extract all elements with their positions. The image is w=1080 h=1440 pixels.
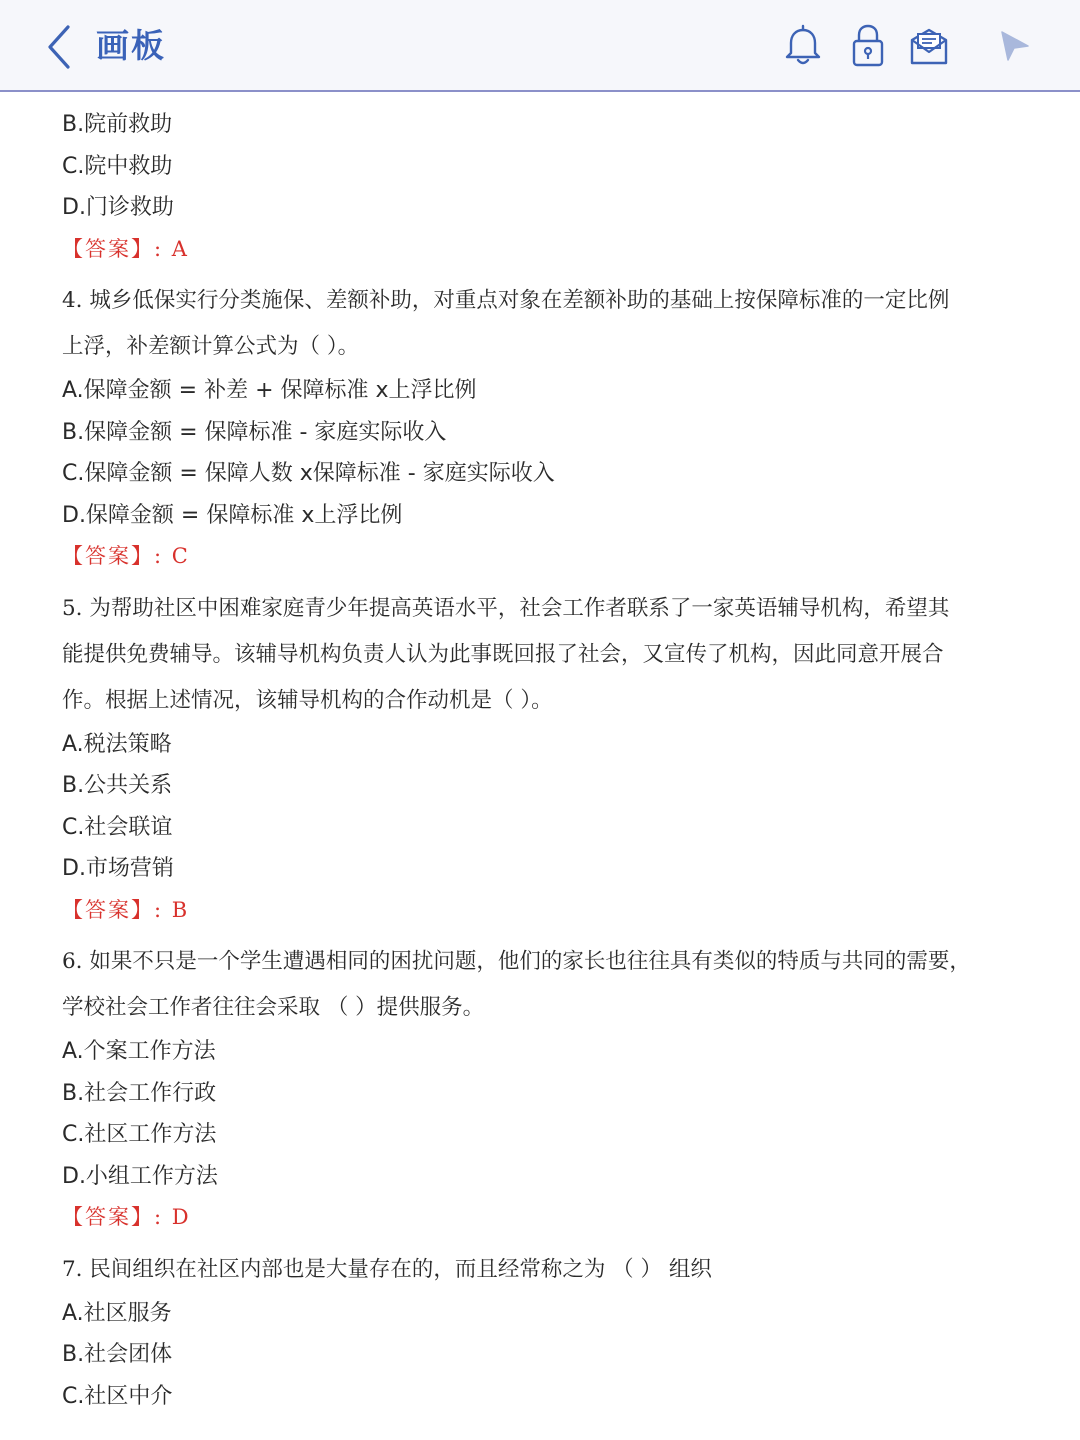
option-3d: D.门诊救助: [62, 195, 174, 220]
option-4d: D.保障金额 = 保障标准 x上浮比例: [62, 502, 403, 528]
send-icon: [992, 22, 1038, 68]
option-4a: A.保障金额 = 补差 + 保障标准 x上浮比例: [62, 378, 477, 403]
option-7b: B.社会团体: [62, 1342, 173, 1367]
answer-6: 【答案】: D: [62, 1205, 191, 1229]
question-6: [62, 939, 1042, 1031]
back-button[interactable]: [38, 22, 82, 72]
mail-button[interactable]: [906, 22, 952, 68]
option-4b: B.保障金额 = 保障标准 - 家庭实际收入: [62, 419, 447, 445]
option-3c: C.院中救助: [62, 153, 173, 179]
option-6d: D.小组工作方法: [62, 1163, 218, 1189]
question-7: [62, 1247, 1042, 1293]
page-title: 画板: [96, 26, 166, 65]
option-5b: B.公共关系: [62, 773, 173, 798]
send-button[interactable]: [992, 22, 1038, 68]
question-4-line-1: 4. 城乡低保实行分类施保、差额补助，对重点对象在差额补助的基础上按保障标准的一定比例: [62, 288, 950, 313]
option-6a: A.个案工作方法: [62, 1039, 216, 1064]
question-4: [62, 278, 1042, 370]
option-4c: C.保障金额 = 保障人数 x保障标准 - 家庭实际收入: [62, 461, 555, 486]
question-5: [62, 586, 1042, 724]
answer-3: 【答案】: A: [62, 236, 189, 261]
option-6c: C.社区工作方法: [62, 1122, 217, 1147]
question-5-line-1: 5. 为帮助社区中困难家庭青少年提高英语水平，社会工作者联系了一家英语辅导机构，希望其: [62, 595, 950, 621]
question-5-line-3: 作。根据上述情况，该辅导机构的合作动机是（ ）。: [62, 687, 553, 713]
option-5c: C.社会联谊: [62, 814, 173, 840]
answer-4: 【答案】: C: [62, 544, 190, 568]
question-5-line-2: 能提供免费辅导。该辅导机构负责人认为此事既回报了社会，又宣传了机构，因此同意开展合: [62, 641, 944, 667]
question-7-line-1: 7. 民间组织在社区内部也是大量存在的，而且经常称之为 （ ） 组织: [62, 1256, 712, 1282]
option-7c: C.社区中介: [62, 1383, 173, 1409]
top-bar: [0, 0, 1080, 92]
option-5a: A.税法策略: [62, 731, 172, 757]
option-6b: B.社会工作行政: [62, 1080, 217, 1106]
question-6-line-1: 6. 如果不只是一个学生遭遇相同的困扰问题，他们的家长也往往具有类似的特质与共同的需要，: [62, 949, 971, 974]
answer-5: 【答案】: B: [62, 897, 190, 922]
option-5d: D.市场营销: [62, 856, 174, 881]
question-document: [62, 104, 1042, 1417]
option-7a: A.社区服务: [62, 1300, 172, 1326]
lock-icon: [845, 22, 891, 68]
question-4-line-2: 上浮，补差额计算公式为（ ）。: [62, 334, 360, 359]
bell-button[interactable]: [780, 22, 826, 68]
bell-icon: [780, 22, 826, 68]
lock-button[interactable]: [845, 22, 891, 68]
chevron-left-icon: [38, 22, 82, 72]
question-6-line-2: 学校社会工作者往往会采取 （ ）提供服务。: [62, 995, 485, 1020]
mail-icon: [906, 22, 952, 68]
option-3b: B.院前救助: [62, 112, 173, 137]
